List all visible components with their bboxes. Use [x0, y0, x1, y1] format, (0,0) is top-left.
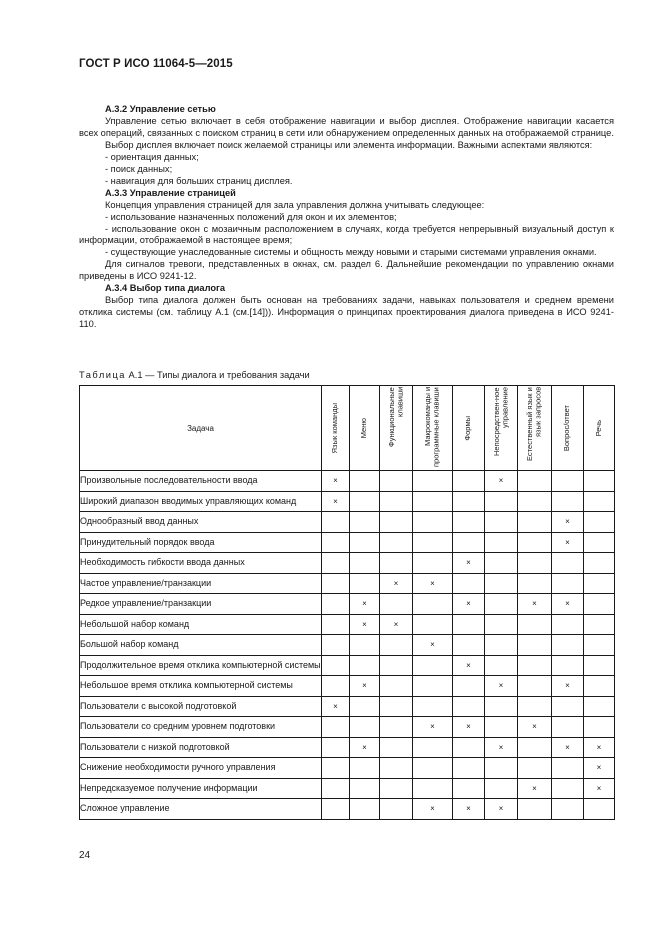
empty-cell — [413, 532, 453, 553]
mark-cell: × — [485, 676, 518, 697]
empty-cell — [485, 655, 518, 676]
list-item: - навигация для больших страниц дисплея. — [105, 175, 293, 186]
section-a32-title: А.3.2 Управление сетью — [105, 104, 216, 114]
empty-cell — [552, 778, 584, 799]
empty-cell — [380, 799, 413, 820]
mark-cell: × — [322, 491, 350, 512]
empty-cell — [518, 573, 552, 594]
empty-cell — [485, 491, 518, 512]
dialog-types-table — [79, 385, 615, 820]
empty-cell — [350, 655, 380, 676]
empty-cell — [413, 512, 453, 533]
mark-cell: × — [453, 655, 485, 676]
empty-cell — [485, 717, 518, 738]
empty-cell — [552, 491, 584, 512]
paragraph: Управление сетью включает в себя отображение навигации и выбор дисплея. Отображение навигации касается всех операций, связанных с поиском страниц в сети или обнаружением определенных данных на отображаемой странице. — [79, 115, 614, 138]
mark-cell: × — [380, 573, 413, 594]
mark-cell: × — [552, 532, 584, 553]
empty-cell — [518, 737, 552, 758]
header-task: Задача — [80, 386, 322, 471]
table-row — [80, 737, 615, 758]
paragraph: Для сигналов тревоги, представленных в окнах, см. раздел 6. Дальнейшие рекомендации по управлению окнами приведены в ИСО 9241-12. — [79, 259, 614, 282]
empty-cell — [380, 532, 413, 553]
header-speech: Речь — [584, 386, 615, 471]
empty-cell — [350, 512, 380, 533]
mark-cell: × — [453, 799, 485, 820]
empty-cell — [552, 553, 584, 574]
empty-cell — [322, 594, 350, 615]
table-row — [80, 594, 615, 615]
empty-cell — [413, 594, 453, 615]
empty-cell — [380, 512, 413, 533]
empty-cell — [552, 655, 584, 676]
empty-cell — [350, 573, 380, 594]
table-header-row — [80, 386, 615, 471]
empty-cell — [413, 737, 453, 758]
document-header: ГОСТ Р ИСО 11064-5—2015 — [79, 58, 233, 70]
table-row — [80, 471, 615, 492]
empty-cell — [322, 676, 350, 697]
empty-cell — [453, 573, 485, 594]
empty-cell — [350, 758, 380, 779]
task-cell: Снижение необходимости ручного управления — [80, 758, 322, 779]
table-row — [80, 532, 615, 553]
empty-cell — [453, 676, 485, 697]
empty-cell — [552, 471, 584, 492]
empty-cell — [552, 573, 584, 594]
empty-cell — [413, 491, 453, 512]
mark-cell: × — [552, 512, 584, 533]
header-direct-manipulation: Непосредствен-ное управление — [485, 386, 518, 471]
empty-cell — [350, 471, 380, 492]
task-cell: Продолжительное время отклика компьютерной системы — [80, 655, 322, 676]
empty-cell — [322, 717, 350, 738]
empty-cell — [350, 799, 380, 820]
empty-cell — [584, 471, 615, 492]
empty-cell — [518, 799, 552, 820]
empty-cell — [518, 655, 552, 676]
task-cell: Произвольные последовательности ввода — [80, 471, 322, 492]
task-cell: Пользователи со средним уровнем подготовки — [80, 717, 322, 738]
empty-cell — [380, 553, 413, 574]
mark-cell: × — [413, 717, 453, 738]
empty-cell — [453, 614, 485, 635]
list-item: - использование назначенных положений для окон и их элементов; — [105, 211, 397, 222]
header-forms: Формы — [453, 386, 485, 471]
empty-cell — [413, 655, 453, 676]
empty-cell — [518, 676, 552, 697]
mark-cell: × — [350, 614, 380, 635]
empty-cell — [380, 655, 413, 676]
empty-cell — [518, 512, 552, 533]
task-cell: Однообразный ввод данных — [80, 512, 322, 533]
list-item: - ориентация данных; — [105, 151, 199, 162]
task-cell: Непредсказуемое получение информации — [80, 778, 322, 799]
empty-cell — [322, 512, 350, 533]
table-row — [80, 758, 615, 779]
empty-cell — [380, 471, 413, 492]
header-macro-commands: Макрокоманды и программные клавиши — [413, 386, 453, 471]
list-item: - поиск данных; — [105, 163, 173, 174]
mark-cell: × — [453, 717, 485, 738]
empty-cell — [350, 778, 380, 799]
empty-cell — [380, 737, 413, 758]
mark-cell: × — [584, 758, 615, 779]
mark-cell: × — [322, 696, 350, 717]
mark-cell: × — [485, 737, 518, 758]
empty-cell — [485, 573, 518, 594]
task-cell: Частое управление/транзакции — [80, 573, 322, 594]
empty-cell — [413, 553, 453, 574]
empty-cell — [453, 532, 485, 553]
empty-cell — [322, 532, 350, 553]
empty-cell — [322, 758, 350, 779]
empty-cell — [584, 696, 615, 717]
mark-cell: × — [485, 471, 518, 492]
empty-cell — [584, 635, 615, 656]
mark-cell: × — [453, 594, 485, 615]
mark-cell: × — [322, 471, 350, 492]
empty-cell — [322, 799, 350, 820]
empty-cell — [453, 696, 485, 717]
mark-cell: × — [350, 737, 380, 758]
empty-cell — [350, 635, 380, 656]
empty-cell — [518, 696, 552, 717]
table-caption-prefix: Таблица — [79, 370, 126, 380]
table-row — [80, 655, 615, 676]
mark-cell: × — [584, 737, 615, 758]
empty-cell — [453, 491, 485, 512]
header-menu: Меню — [350, 386, 380, 471]
paragraph: Концепция управления страницей для зала управления должна учитывать следующее: — [105, 199, 485, 210]
empty-cell — [453, 778, 485, 799]
empty-cell — [322, 737, 350, 758]
empty-cell — [485, 696, 518, 717]
header-function-keys: Функциональные клавиши — [380, 386, 413, 471]
empty-cell — [322, 553, 350, 574]
mark-cell: × — [413, 635, 453, 656]
task-cell: Пользователи с низкой подготовкой — [80, 737, 322, 758]
table-row — [80, 573, 615, 594]
empty-cell — [584, 512, 615, 533]
empty-cell — [485, 512, 518, 533]
paragraph: Выбор типа диалога должен быть основан на требованиях задачи, навыках пользователя и среднем времени отклика системы (см. таблицу А.1 (см.[14])). Информация о принципах проектирования диалога приведена в ИСО 9241-110. — [79, 295, 614, 330]
mark-cell: × — [380, 614, 413, 635]
empty-cell — [322, 614, 350, 635]
empty-cell — [552, 758, 584, 779]
empty-cell — [380, 758, 413, 779]
body-text — [79, 104, 614, 331]
mark-cell: × — [552, 676, 584, 697]
empty-cell — [518, 491, 552, 512]
page-number: 24 — [79, 850, 91, 861]
empty-cell — [552, 717, 584, 738]
empty-cell — [584, 491, 615, 512]
empty-cell — [485, 553, 518, 574]
task-cell: Пользователи с высокой подготовкой — [80, 696, 322, 717]
list-item: - использование окон с мозаичным расположением в случаях, когда требуется непрерывный визуальный доступ к информации, отображаемой в настоящее время; — [79, 223, 614, 246]
empty-cell — [413, 778, 453, 799]
empty-cell — [485, 532, 518, 553]
empty-cell — [322, 573, 350, 594]
table-row — [80, 614, 615, 635]
empty-cell — [380, 594, 413, 615]
list-item: - существующие унаследованные системы и общность между новыми и старыми системами управления окнами. — [105, 247, 597, 258]
table-row — [80, 778, 615, 799]
empty-cell — [453, 512, 485, 533]
task-cell: Принудительный порядок ввода — [80, 532, 322, 553]
table-row — [80, 553, 615, 574]
table-row — [80, 696, 615, 717]
header-command-language: Язык команды — [322, 386, 350, 471]
empty-cell — [584, 553, 615, 574]
table-row — [80, 717, 615, 738]
empty-cell — [584, 594, 615, 615]
empty-cell — [453, 635, 485, 656]
empty-cell — [350, 553, 380, 574]
mark-cell: × — [413, 573, 453, 594]
empty-cell — [584, 655, 615, 676]
mark-cell: × — [350, 676, 380, 697]
empty-cell — [552, 799, 584, 820]
task-cell: Небольшое время отклика компьютерной системы — [80, 676, 322, 697]
table-row — [80, 512, 615, 533]
section-a34-title: А.3.4 Выбор типа диалога — [105, 283, 226, 294]
table-caption — [79, 370, 310, 380]
table-row — [80, 799, 615, 820]
empty-cell — [380, 676, 413, 697]
empty-cell — [584, 676, 615, 697]
empty-cell — [350, 491, 380, 512]
empty-cell — [518, 758, 552, 779]
empty-cell — [485, 614, 518, 635]
empty-cell — [584, 799, 615, 820]
table-row — [80, 491, 615, 512]
empty-cell — [380, 696, 413, 717]
table-body — [80, 471, 615, 820]
empty-cell — [453, 758, 485, 779]
mark-cell: × — [350, 594, 380, 615]
table-row — [80, 676, 615, 697]
paragraph: Выбор дисплея включает поиск желаемой страницы или элемента информации. Важными аспектами являются: — [105, 139, 593, 150]
empty-cell — [485, 635, 518, 656]
empty-cell — [322, 778, 350, 799]
mark-cell: × — [485, 799, 518, 820]
task-cell: Широкий диапазон вводимых управляющих команд — [80, 491, 322, 512]
empty-cell — [322, 655, 350, 676]
empty-cell — [413, 696, 453, 717]
empty-cell — [453, 737, 485, 758]
header-question-answer: Вопрос/ответ — [552, 386, 584, 471]
mark-cell: × — [518, 778, 552, 799]
empty-cell — [518, 553, 552, 574]
task-cell: Редкое управление/транзакции — [80, 594, 322, 615]
mark-cell: × — [453, 553, 485, 574]
empty-cell — [413, 471, 453, 492]
header-natural-language: Естественный язык и язык запросов — [518, 386, 552, 471]
empty-cell — [380, 491, 413, 512]
empty-cell — [552, 696, 584, 717]
mark-cell: × — [518, 594, 552, 615]
mark-cell: × — [552, 594, 584, 615]
empty-cell — [322, 635, 350, 656]
empty-cell — [584, 614, 615, 635]
empty-cell — [380, 778, 413, 799]
table-caption-rest: А.1 — Типы диалога и требования задачи — [125, 370, 310, 380]
empty-cell — [380, 717, 413, 738]
empty-cell — [413, 758, 453, 779]
empty-cell — [552, 614, 584, 635]
empty-cell — [453, 471, 485, 492]
mark-cell: × — [413, 799, 453, 820]
empty-cell — [350, 717, 380, 738]
empty-cell — [413, 614, 453, 635]
mark-cell: × — [584, 778, 615, 799]
task-cell: Необходимость гибкости ввода данных — [80, 553, 322, 574]
empty-cell — [518, 635, 552, 656]
mark-cell: × — [552, 737, 584, 758]
empty-cell — [584, 717, 615, 738]
task-cell: Сложное управление — [80, 799, 322, 820]
empty-cell — [413, 676, 453, 697]
empty-cell — [485, 594, 518, 615]
empty-cell — [350, 532, 380, 553]
mark-cell: × — [518, 717, 552, 738]
empty-cell — [380, 635, 413, 656]
empty-cell — [584, 532, 615, 553]
empty-cell — [552, 635, 584, 656]
task-cell: Большой набор команд — [80, 635, 322, 656]
empty-cell — [485, 778, 518, 799]
table-row — [80, 635, 615, 656]
empty-cell — [584, 573, 615, 594]
empty-cell — [350, 696, 380, 717]
section-a33-title: А.3.3 Управление страницей — [105, 187, 236, 198]
empty-cell — [485, 758, 518, 779]
empty-cell — [518, 614, 552, 635]
empty-cell — [518, 471, 552, 492]
empty-cell — [518, 532, 552, 553]
task-cell: Небольшой набор команд — [80, 614, 322, 635]
